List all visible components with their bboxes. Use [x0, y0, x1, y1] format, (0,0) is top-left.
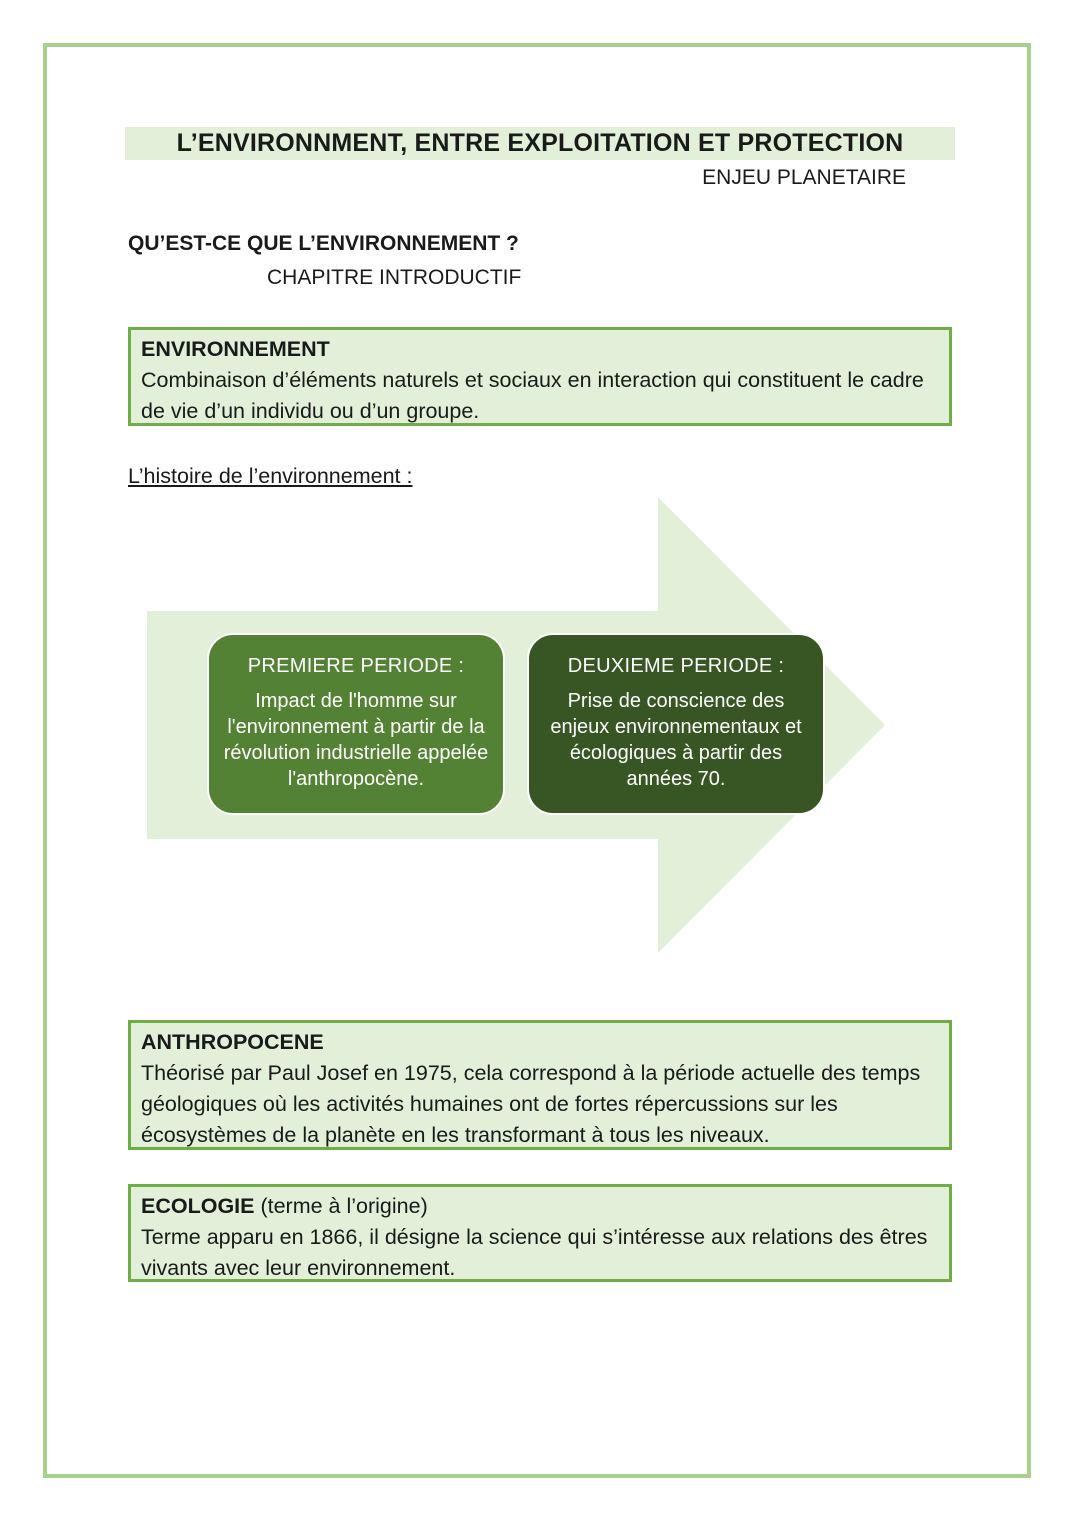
period-title: DEUXIEME PERIODE :	[567, 655, 785, 677]
period-text: Impact de l'homme sur l'environnement à partir de la révolution industrielle appelée l'anthropocène.	[223, 690, 489, 790]
definition-term: ECOLOGIE	[141, 1194, 255, 1218]
definition-text: Théorisé par Paul Josef en 1975, cela correspond à la période actuelle des temps géologiques où les activités humaines ont de fortes répercussions sur les écosystèmes de la planète en les transformant à tous les niveaux.	[141, 1061, 921, 1147]
definition-note: (terme à l’origine)	[260, 1194, 428, 1218]
definition-box-anthropocene	[128, 1020, 952, 1150]
period-title: PREMIERE PERIODE :	[247, 655, 465, 677]
page-title: L’ENVIRONNMENT, ENTRE EXPLOITATION ET PROTECTION	[176, 129, 904, 157]
period-text: Prise de conscience des enjeux environnementaux et écologiques à partir des années 70.	[550, 690, 802, 790]
section-question: QU’EST-CE QUE L’ENVIRONNEMENT ?	[128, 232, 519, 255]
chapter-label: CHAPITRE INTRODUCTIF	[267, 266, 522, 289]
period-card-first	[207, 633, 505, 815]
definition-term: ANTHROPOCENE	[141, 1030, 324, 1054]
definition-box-environnement	[128, 327, 952, 426]
definition-term: ENVIRONNEMENT	[141, 337, 330, 361]
definition-text: Terme apparu en 1866, il désigne la science qui s’intéresse aux relations des êtres vivants avec leur environnement.	[141, 1225, 928, 1280]
definition-box-ecologie	[128, 1184, 952, 1282]
period-card-second	[527, 633, 825, 815]
definition-text: Combinaison d’éléments naturels et sociaux en interaction qui constituent le cadre de vie d’un individu ou d’un groupe.	[141, 368, 924, 423]
history-label: L’histoire de l’environnement :	[128, 464, 413, 488]
page-subtitle: ENJEU PLANETAIRE	[702, 166, 906, 189]
